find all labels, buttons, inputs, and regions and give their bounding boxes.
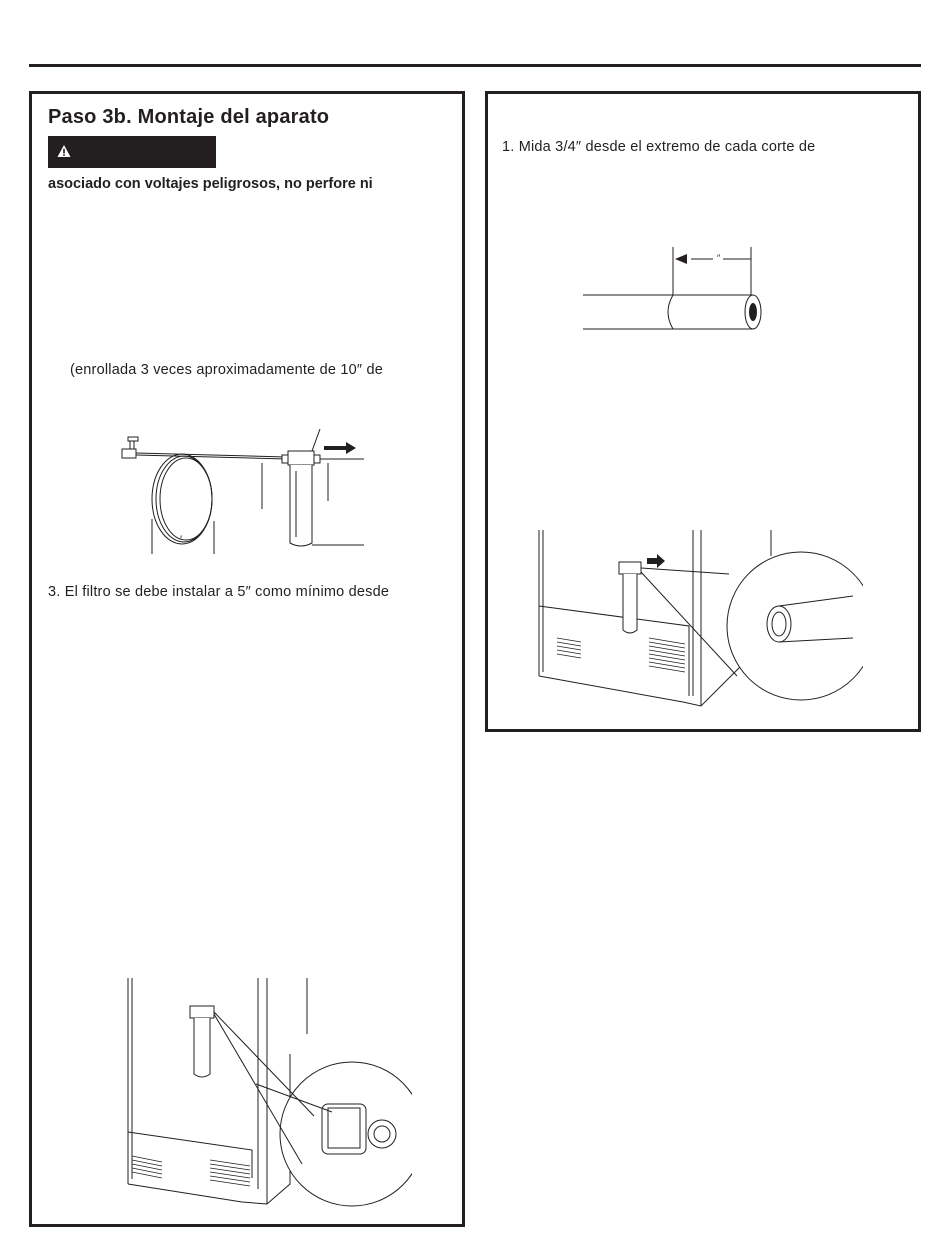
step-title: Paso 3b. Montaje del aparato <box>48 106 330 128</box>
dimension-mark: ″ <box>717 253 721 263</box>
warning-badge <box>48 136 216 168</box>
tubing-text: (enrollada 3 veces aproximadamente de 10″ de <box>70 362 383 378</box>
warning-text: asociado con voltajes peligrosos, no perfore ni <box>48 176 373 192</box>
warning-triangle-icon <box>57 144 71 158</box>
step-1-text: 1. Mida 3/4″ desde el extremo de cada corte de <box>502 139 816 155</box>
coil-mark: ′ <box>180 534 183 546</box>
step-3b-panel <box>29 91 465 1227</box>
step-3-text: 3. El filtro se debe instalar a 5″ como mínimo desde <box>48 584 390 600</box>
filter-tubing-illustration <box>102 429 402 559</box>
filter-connection-illustration <box>533 526 863 716</box>
filter-mounting-illustration <box>122 974 412 1214</box>
header-rule <box>29 64 921 67</box>
tube-measure-illustration <box>583 239 773 339</box>
tubing-prep-panel <box>485 91 921 732</box>
